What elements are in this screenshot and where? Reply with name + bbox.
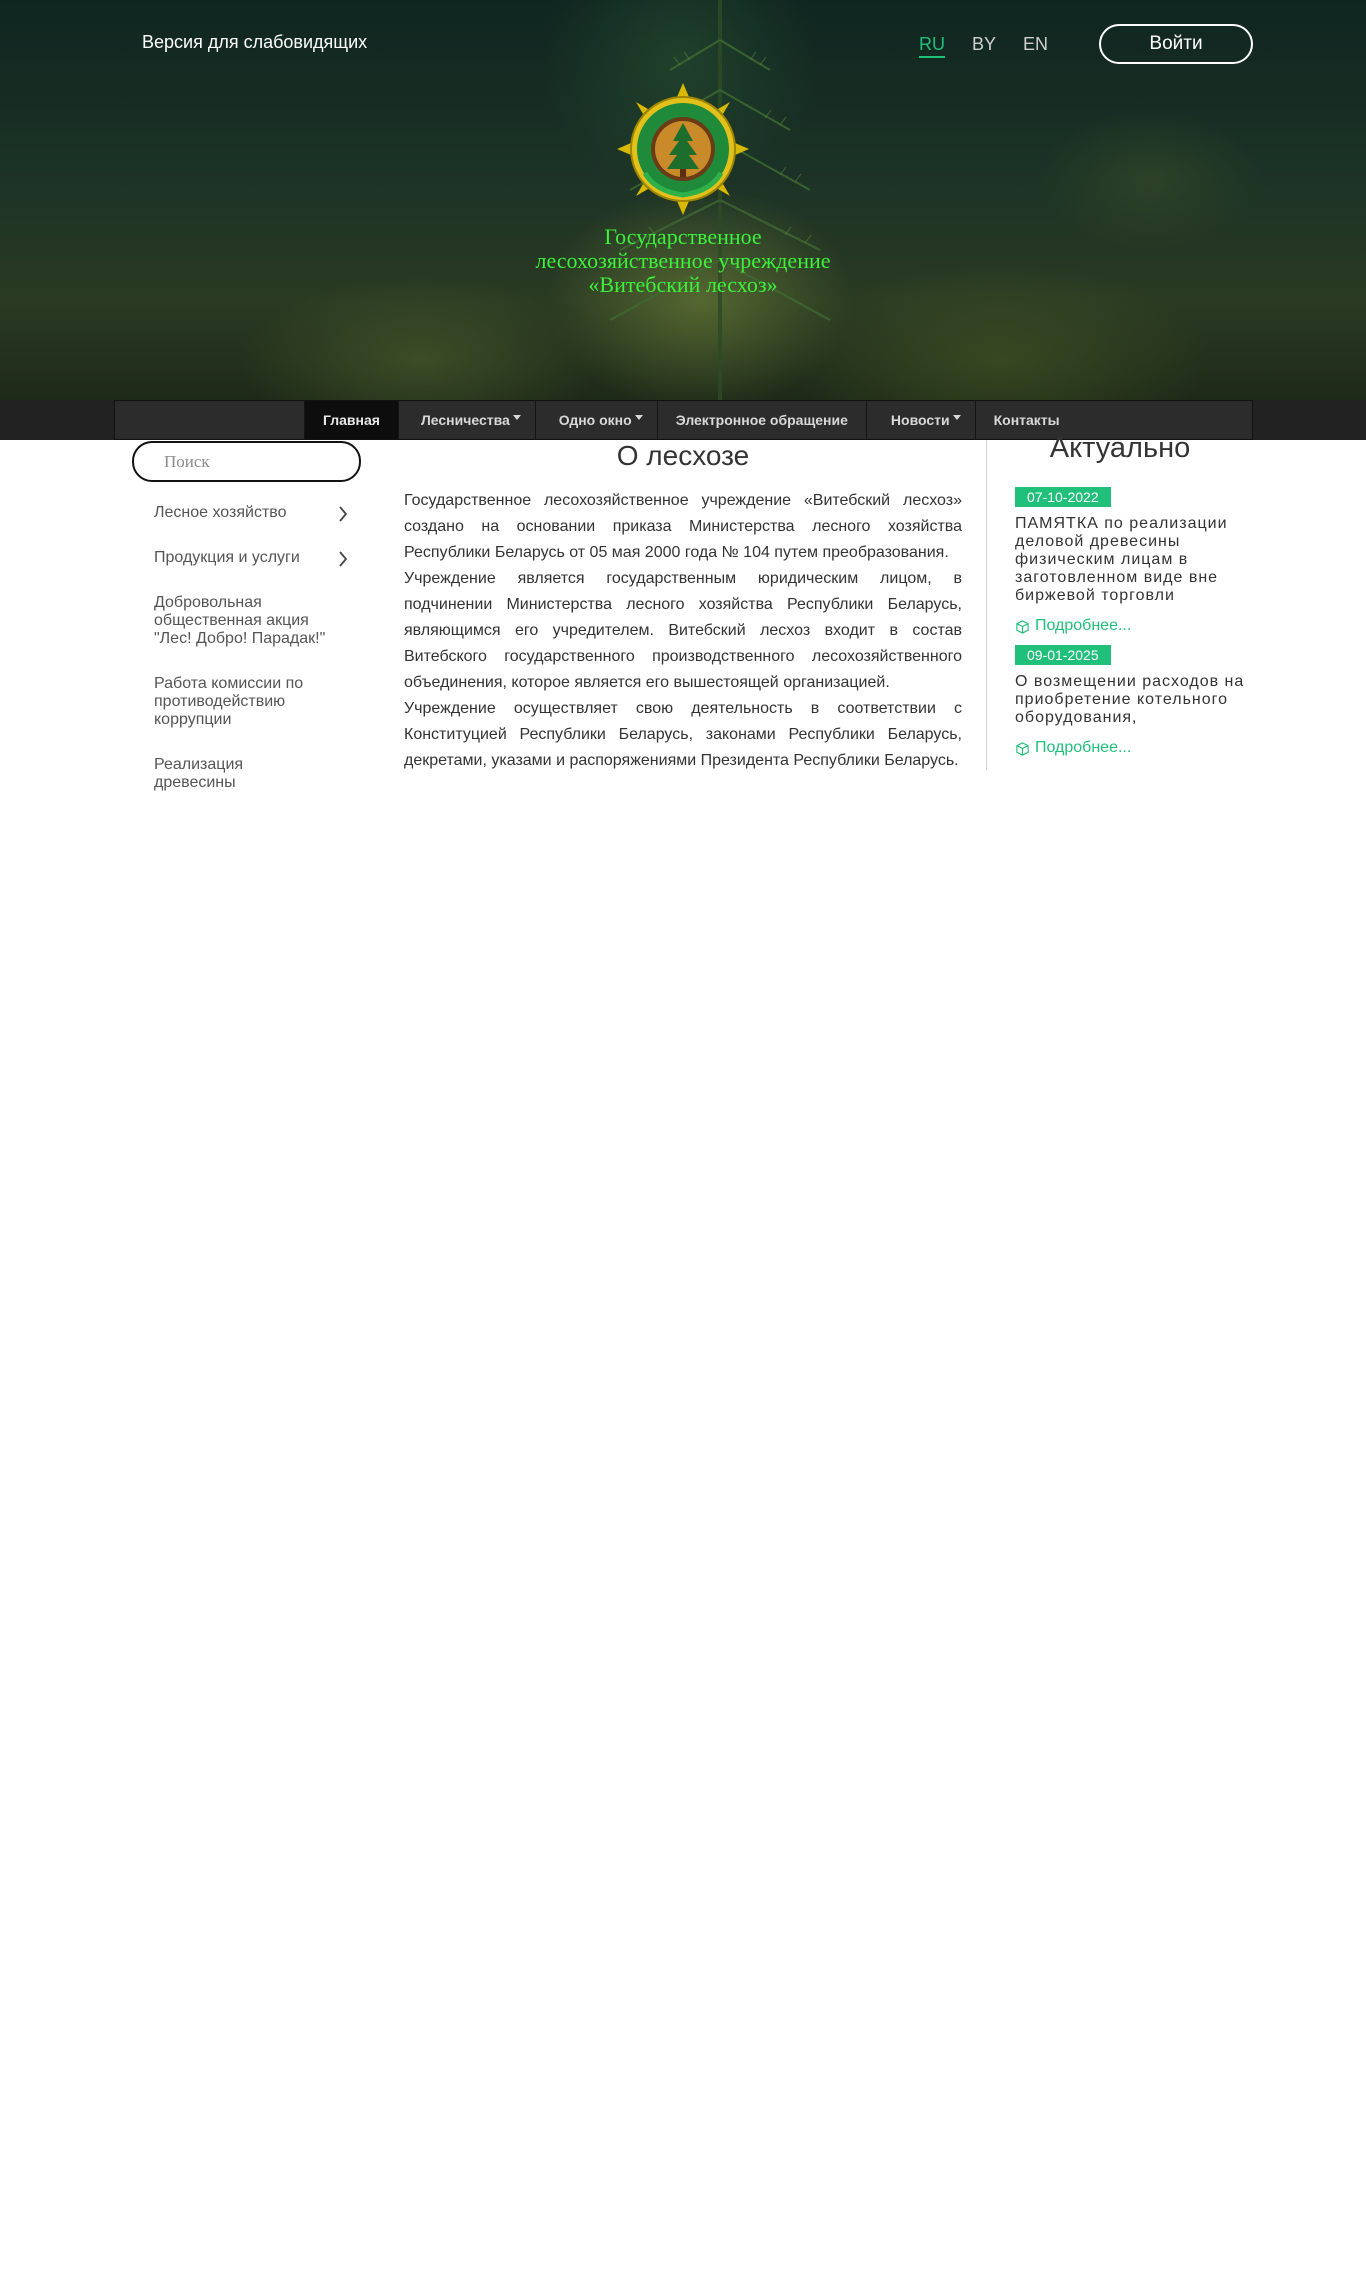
nav-home-label: Главная [323, 412, 380, 428]
sidebar-menu [154, 504, 350, 791]
language-by[interactable]: BY [972, 34, 997, 54]
nav-forestries-label: Лесничества [420, 412, 510, 428]
sidebar-item-label: Добровольная общественная акция "Лес! Добро! Парадак!" [154, 594, 326, 647]
sidebar-item-label: Реализация древесины [154, 756, 244, 791]
read-more-link[interactable] [1015, 617, 1247, 635]
news-item [1015, 487, 1247, 635]
news-section-title: Актуально [1049, 432, 1191, 464]
forestry-emblem-logo[interactable] [617, 83, 749, 215]
nav-forestries-dropdown[interactable] [398, 401, 535, 439]
news-date-badge: 07-10-2022 [1015, 487, 1111, 507]
article-body [404, 488, 962, 780]
nav-electronic-appeal[interactable] [657, 401, 866, 439]
news-item [1015, 645, 1247, 757]
nav-news-dropdown[interactable] [866, 401, 975, 439]
sidebar-item-campaign[interactable] [154, 594, 350, 648]
chevron-right-icon [338, 506, 348, 522]
language-en[interactable]: EN [1023, 34, 1049, 54]
sidebar-item-label: Работа комиссии по противодействию коррупции [154, 675, 304, 728]
package-icon [1015, 741, 1030, 756]
article-paragraph: Учреждение осуществляет свою деятельность в соответствии с Конституцией Республики Беларусь, законами Республики Беларусь, декретами, указами и распоряжениями Президента Республики Беларусь. [404, 700, 962, 769]
package-icon [1015, 619, 1030, 634]
nav-electronic-appeal-label: Электронное обращение [675, 412, 848, 428]
sidebar-item-label: Продукция и услуги [154, 549, 300, 566]
page-title: О лесхозе [616, 440, 750, 471]
read-more-label: Подробнее... [1035, 617, 1132, 634]
nav-one-window-label: Одно окно [558, 412, 632, 428]
news-list [1015, 487, 1247, 780]
news-text[interactable]: О возмещении расходов на приобретение котельного оборудования, [1015, 673, 1245, 726]
nav-contacts-label: Контакты [993, 412, 1060, 428]
navbar-spacer [115, 401, 304, 439]
org-title-line-3: «Витебский лесхоз» [588, 272, 778, 297]
search-input[interactable] [132, 441, 361, 482]
hero-banner [0, 0, 1366, 400]
accessibility-version-link[interactable]: Версия для слабовидящих [142, 32, 368, 52]
org-title-line-2: лесохозяйственное учреждение [535, 248, 831, 273]
article-paragraph: Государственное лесохозяйственное учреждение «Витебский лесхоз» создано на основании приказа Министерства лесного хозяйства Республики Беларусь от 05 мая 2000 года № 104 путем преобразования. [404, 492, 962, 561]
sidebar-item-products[interactable] [154, 549, 350, 567]
sidebar-item-forestry[interactable] [154, 504, 350, 522]
org-title-line-1: Государственное [604, 224, 762, 249]
caret-down-icon [635, 415, 643, 420]
caret-down-icon [953, 415, 961, 420]
nav-home[interactable] [304, 401, 398, 439]
news-date-badge: 09-01-2025 [1015, 645, 1111, 665]
nav-one-window-dropdown[interactable] [535, 401, 657, 439]
sidebar-item-timber-sales[interactable] [154, 756, 350, 792]
language-ru[interactable]: RU [919, 34, 945, 58]
organization-title [483, 225, 883, 297]
nav-news-label: Новости [890, 412, 950, 428]
login-button[interactable]: Войти [1099, 24, 1253, 64]
news-text[interactable]: ПАМЯТКА по реализации деловой древесины физическим лицам в заготовленном виде вне биржевой торговли [1015, 515, 1228, 604]
read-more-label: Подробнее... [1035, 739, 1132, 756]
column-divider [986, 440, 987, 770]
chevron-right-icon [338, 551, 348, 567]
caret-down-icon [513, 415, 521, 420]
sidebar-item-label: Лесное хозяйство [154, 504, 287, 521]
read-more-link[interactable] [1015, 739, 1247, 757]
sidebar-item-anticorruption[interactable] [154, 675, 350, 729]
article-paragraph: Учреждение является государственным юридическим лицом, в подчинении Министерства лесного хозяйства Республики Беларусь, являющимся его учредителем. Витебский лесхоз входит в состав Витебского государственного производственного лесохозяйственного объединения, которое является его вышестоящей организацией. [404, 570, 962, 691]
